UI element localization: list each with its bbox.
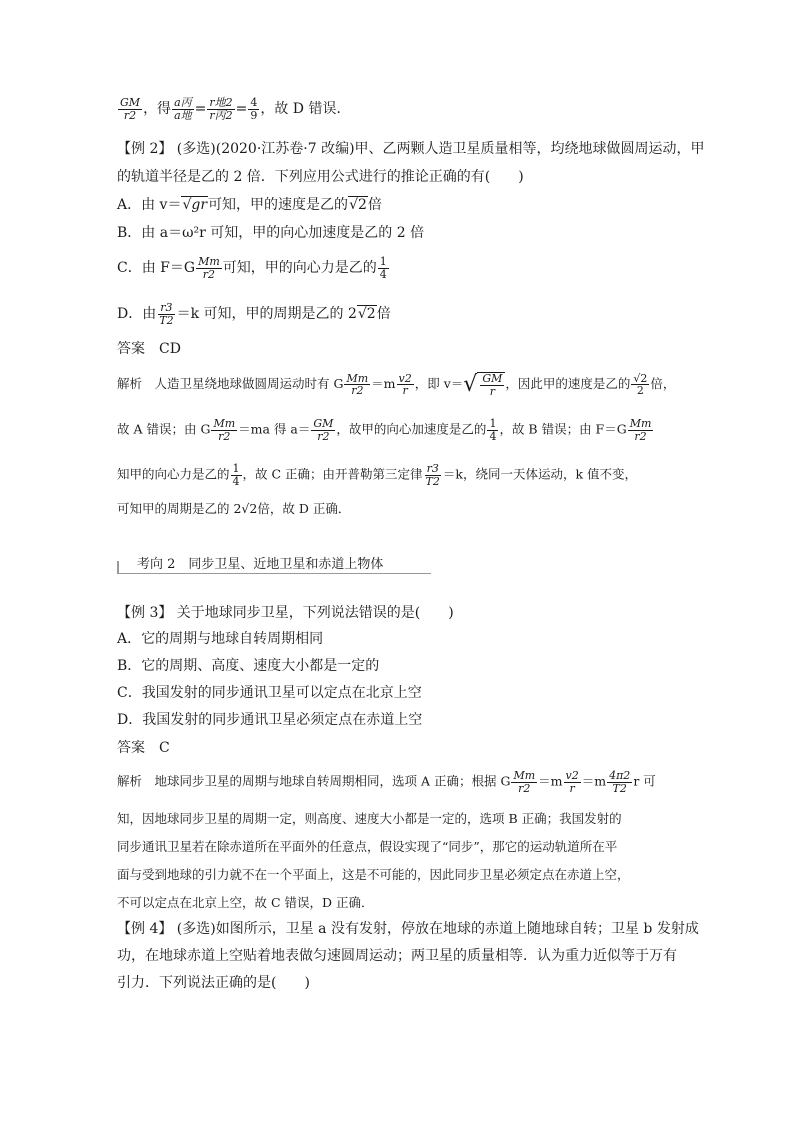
section-header (117, 553, 431, 574)
fraction: $\frac{\text{a丙}}{\text{a地}}$ (174, 96, 192, 122)
continuation-line: $\frac{GM}{r2}$ ，得 $\frac{\text{a丙}}{\text{a地}}$ = $\frac{\text{r地2}}{\text{r丙2}}$ = $\frac{4}{9}$ ，故 D 错误． (120, 96, 351, 122)
example-3-solution-line-1: 解析 地球同步卫星的周期与地球自转周期相同，选项 A 正确；根据 G $\frac{Mm}{r2}$ ＝m $\frac{v2}{r}$ ＝m $\frac{4\pi 2}{T2}$ r 可 (117, 769, 656, 795)
fraction: $\frac{1}{4}$ (379, 255, 387, 281)
example-2-stem-line-2: 的轨道半径是乙的 2 倍．下列应用公式进行的推论正确的有( ) (117, 169, 524, 185)
example-2-solution-line-1: 解析 人造卫星绕地球做圆周运动时有 G $\frac{Mm}{r2}$ ＝m $\frac{v2}{r}$ ，即 v＝ √ $\frac{GM}{r}$ ，因此甲的速度是乙的 $\frac{√2}{2}$ 倍， (117, 371, 676, 398)
example-4-stem-line-2: 功，在地球赤道上空贴着地表做匀速圆周运动；两卫星的质量相等．认为重力近似等于万有 (117, 948, 677, 964)
section-title: 考向 2 同步卫星、近地卫星和赤道上物体 (137, 557, 384, 572)
example-3-solution-line-4: 面与受到地球的引力就不在一个平面上，这是不可能的，因此同步卫星必须定点在赤道上空， (117, 867, 630, 882)
fraction: $\frac{4}{9}$ (250, 96, 258, 122)
example-2-solution-line-4: 可知甲的周期是乙的 2√2倍，故 D 正确． (117, 501, 351, 516)
example-3-answer: 答案 C (117, 740, 170, 756)
option-d: D．由 $\frac{r3}{T2}$ ＝k 可知，甲的周期是乙的 2√2倍 (117, 301, 391, 327)
example-3-solution-line-3: 同步通讯卫星若在除赤道所在平面外的任意点，假设实现了“同步”，那它的运动轨道所在平 (117, 839, 618, 854)
fraction: $\frac{\text{r地2}}{\text{r丙2}}$ (209, 96, 233, 122)
option-c: C．我国发射的同步通讯卫星可以定点在北京上空 (117, 685, 422, 701)
example-2-answer: 答案 CD (117, 341, 181, 357)
example-3-solution-line-5: 不可以定点在北京上空，故 C 错误，D 正确． (117, 895, 374, 910)
option-a: A．它的周期与地球自转周期相同 (117, 631, 324, 647)
fraction: $\frac{GM}{r2}$ (120, 96, 141, 122)
option-c: C．由 F＝G $\frac{Mm}{r2}$ 可知，甲的向心力是乙的 $\frac{1}{4}$ (117, 255, 387, 281)
example-2-stem-line-1: 【例 2】 (多选)(2020·江苏卷·7 改编)甲、乙两颗人造卫星质量相等，均绕地球做圆周运动，甲 (117, 141, 705, 157)
option-d: D．我国发射的同步通讯卫星必须定点在赤道上空 (117, 712, 423, 728)
option-b: B．由 a＝ω²r 可知，甲的向心加速度是乙的 2 倍 (117, 225, 425, 241)
option-a: A．由 v＝√gr可知，甲的速度是乙的√2倍 (117, 197, 382, 213)
example-2-solution-line-2: 故 A 错误；由 G $\frac{Mm}{r2}$ ＝ma 得 a＝ $\frac{GM}{r2}$ ，故甲的向心加速度是乙的 $\frac{1}{4}$ ，故 B 错误；由 F＝G $\frac{Mm}{r2}$ (117, 417, 652, 443)
example-3-stem: 【例 3】 关于地球同步卫星，下列说法错误的是( ) (117, 605, 454, 621)
example-4-stem-line-3: 引力．下列说法正确的是( ) (117, 975, 310, 991)
example-2-solution-line-3: 知甲的向心力是乙的 $\frac{1}{4}$ ，故 C 正确；由开普勒第三定律 $\frac{r3}{T2}$ ＝k，绕同一天体运动，k 值不变， (117, 462, 637, 488)
example-4-stem-line-1: 【例 4】 (多选)如图所示，卫星 a 没有发射，停放在地球的赤道上随地球自转；卫星 b 发射成 (117, 921, 699, 937)
fraction: $\frac{r3}{T2}$ (159, 301, 174, 327)
fraction: $\frac{Mm}{r2}$ (198, 255, 220, 281)
example-3-solution-line-2: 知，因地球同步卫星的周期一定，则高度、速度大小都是一定的，选项 B 正确；我国发射的 (117, 811, 622, 826)
option-b: B．它的周期、高度、速度大小都是一定的 (117, 658, 380, 674)
section-bar-tick (117, 561, 123, 573)
